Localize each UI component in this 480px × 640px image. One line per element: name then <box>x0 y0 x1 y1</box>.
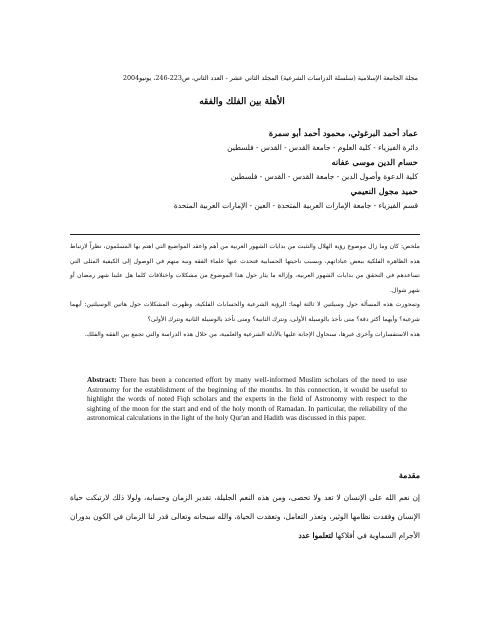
introduction-heading: مقدمة <box>398 470 420 480</box>
english-abstract-label: Abstract: <box>87 375 117 384</box>
author-names-3: حميد مجول النعيمي <box>350 186 418 196</box>
author-affiliation-3: قسم الفيزياء - جامعة الإمارات العربية المتحدة - العين - الإمارات العربية المتحدة <box>173 201 418 210</box>
arabic-abstract-paragraph-1: ملخص: كان وما زال موضوع رؤية الهلال والتثبت من بدايات الشهور العربية من أهم واعقد المواضيع التي اهتم بها المسلمون، نظراً لارتباط هذه الظاهرة الفلكية ببعض عباداتهم، وبسبب ناحيتها الحسابية فتحدث عنها علماء الفقه ونبه منهم في الوصول إلى الكيفية المثلى التي تساعدهم في التحقق من بدايات الشهور العربية، وإزالة ما يثار حول هذا الموضوع من مشكلات واختلافات كلما هل علينا شهر رمضان أو شهر شوال. <box>70 243 420 294</box>
arabic-abstract-paragraph-2: وتمحورت هذه المسألة حول وسيلتين لا ثالثة لهما: الرؤية الشرعية والحسابات الفلكية، وظهرت المشكلات حول هاتين الوسيلتين: أيهما شرعية؟ وأيهما أكثر دقة؟ متى نأخذ بالوسيلة الأولى، ونترك الثانية؟ ومتى نأخذ بالوسيلة الثانية ونترك الأولى؟ <box>70 301 420 323</box>
author-affiliation-1: دائرة الفيزياء - كلية العلوم - جامعة القدس - القدس - فلسطين <box>227 143 418 152</box>
author-affiliation-2: كلية الدعوة وأصول الدين - جامعة القدس - القدس - فلسطين <box>230 172 418 181</box>
english-abstract-text: There has been a concerted effort by many well-informed Muslim scholars of the need to use Astronomy for the establishment of the beginning of the months. In this connection, it would be useful to highlight the words of noted Fiqh scholars and the experts in the field of Astronomy with respect to the sighting of the moon for the start and end of the holy month of Ramadan. In particular, the reliability of the astronomical calculations in the light of the holy Qur'an and Hadith was discussed in this paper. <box>87 375 407 423</box>
journal-header: مجلة الجامعة الإسلامية (سلسلة الدراسات الشرعية) المجلد الثاني عشر - العدد الثاني، ص223-246، يونيو2004 <box>122 74 418 82</box>
introduction-body <box>70 488 420 545</box>
section-divider <box>70 234 420 235</box>
author-names-1: عماد أحمد البرغوثي، محمود أحمد أبو سمرة <box>268 128 418 138</box>
author-block <box>80 126 418 213</box>
english-abstract <box>87 375 407 423</box>
arabic-abstract-paragraph-3: هذه الاستفسارات وأخرى غيرها، سنحاول الإجابة عليها بالأدلة الشرعية والعلمية، من خلال هذه الدراسة والتي تجمع بين الفقه والفلك. <box>84 330 420 338</box>
introduction-text: إن نعم الله على الإنسان لا تعد ولا تحصى، ومن هذه النعم الجليلة، تقدير الزمان وحسابه، ولولا ذلك لارتبكت حياة الإنسان وفقدت نظامها الوثير، وتعذر التعامل، وتعقدت الحياة، والله سبحانه وتعالى قدر لنا الزمان في الكون بدوران الأجرام السماوية في أفلاكها <box>70 493 420 540</box>
article-title: الأهلة بين الفلك والفقه <box>199 97 285 107</box>
arabic-abstract <box>70 240 420 342</box>
author-names-2: حسام الدين موسى عفانه <box>331 157 418 167</box>
introduction-emphasis: لتعلموا عدد <box>298 531 334 540</box>
introduction-paragraph <box>70 488 420 545</box>
